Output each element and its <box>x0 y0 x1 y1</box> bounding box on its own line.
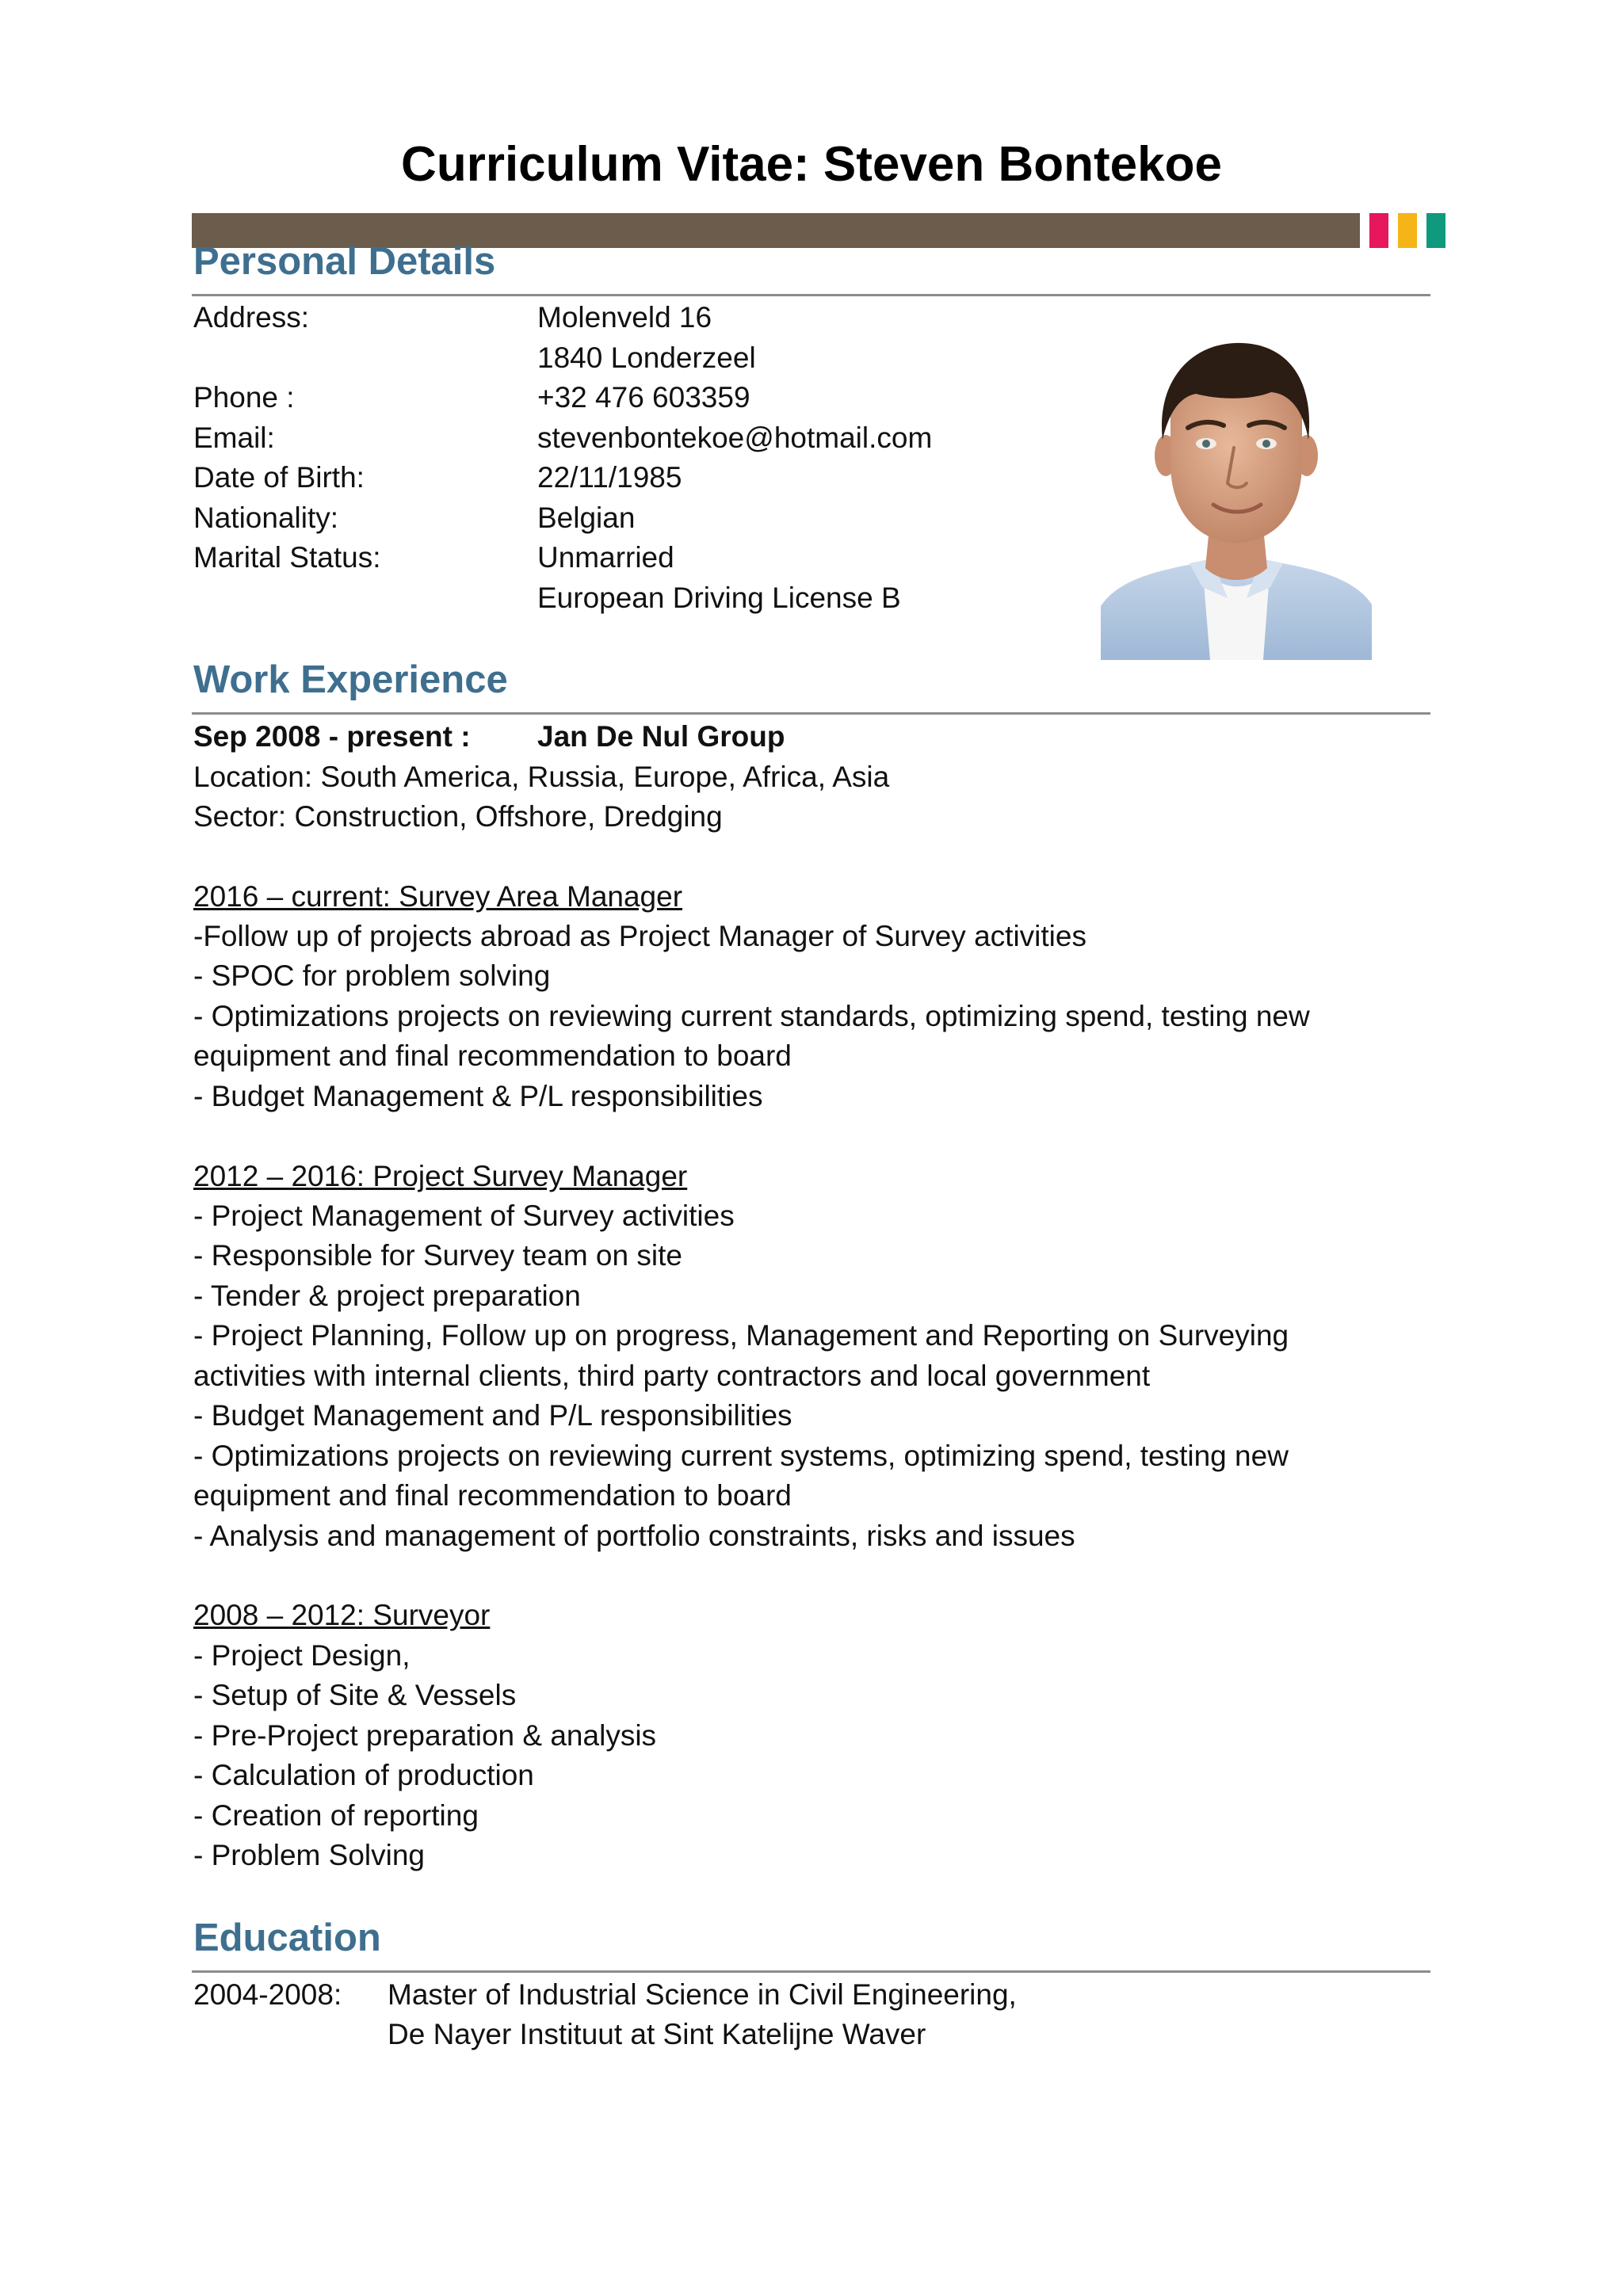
value-marital-status: Unmarried <box>537 541 674 574</box>
role-line: -Follow up of projects abroad as Project Manager of Survey activities <box>193 920 1086 952</box>
role-line: - Creation of reporting <box>193 1799 479 1832</box>
section-divider <box>192 1970 1430 1973</box>
label-marital-status: Marital Status: <box>193 541 381 574</box>
role-line: - Analysis and management of portfolio constraints, risks and issues <box>193 1520 1075 1552</box>
accent-square-yellow <box>1398 213 1417 248</box>
label-phone: Phone : <box>193 381 295 414</box>
work-experience-heading: Work Experience <box>193 658 508 701</box>
role-line: - Budget Management and P/L responsibilities <box>193 1399 792 1432</box>
education-institution: De Nayer Instituut at Sint Katelijne Waver <box>388 2018 926 2050</box>
label-date-of-birth: Date of Birth: <box>193 461 365 494</box>
role-line: equipment and final recommendation to board <box>193 1479 792 1512</box>
section-divider <box>192 294 1430 296</box>
education-heading: Education <box>193 1917 381 1959</box>
role-line: - Setup of Site & Vessels <box>193 1679 517 1711</box>
work-location: Location: South America, Russia, Europe, Africa, Asia <box>193 761 890 793</box>
label-nationality: Nationality: <box>193 502 339 534</box>
label-email: Email: <box>193 421 275 454</box>
role-line: - Tender & project preparation <box>193 1280 581 1312</box>
personal-details-heading: Personal Details <box>193 240 496 283</box>
role-title-survey-area-manager: 2016 – current: Survey Area Manager <box>193 880 683 913</box>
role-line: - Optimizations projects on reviewing current standards, optimizing spend, testing new <box>193 1000 1310 1032</box>
work-employer: Jan De Nul Group <box>537 720 785 753</box>
role-line: - SPOC for problem solving <box>193 959 551 992</box>
role-line: equipment and final recommendation to board <box>193 1039 792 1072</box>
value-address-street: Molenveld 16 <box>537 301 712 334</box>
role-line: activities with internal clients, third party contractors and local government <box>193 1360 1151 1392</box>
role-line: - Optimizations projects on reviewing current systems, optimizing spend, testing new <box>193 1440 1289 1472</box>
accent-square-pink <box>1369 213 1388 248</box>
section-divider <box>192 712 1430 715</box>
page-title: Curriculum Vitae: Steven Bontekoe <box>401 137 1222 192</box>
label-address: Address: <box>193 301 310 334</box>
value-phone: +32 476 603359 <box>537 381 750 414</box>
profile-photo <box>1101 321 1372 660</box>
role-line: - Project Management of Survey activities <box>193 1199 735 1232</box>
role-title-surveyor: 2008 – 2012: Surveyor <box>193 1599 491 1631</box>
education-period: 2004-2008: <box>193 1978 342 2011</box>
role-line: - Problem Solving <box>193 1839 426 1871</box>
education-degree: Master of Industrial Science in Civil Engineering, <box>388 1978 1017 2011</box>
role-line: - Pre-Project preparation & analysis <box>193 1719 657 1752</box>
role-line: - Project Design, <box>193 1639 411 1672</box>
value-email: stevenbontekoe@hotmail.com <box>537 421 933 454</box>
value-nationality: Belgian <box>537 502 636 534</box>
role-line: - Budget Management & P/L responsibilities <box>193 1080 763 1112</box>
value-date-of-birth: 22/11/1985 <box>537 461 682 494</box>
value-address-city: 1840 Londerzeel <box>537 341 756 374</box>
role-line: - Responsible for Survey team on site <box>193 1239 682 1272</box>
accent-square-green <box>1426 213 1445 248</box>
work-sector: Sector: Construction, Offshore, Dredging <box>193 800 723 833</box>
role-title-project-survey-manager: 2012 – 2016: Project Survey Manager <box>193 1160 688 1192</box>
role-line: - Calculation of production <box>193 1759 534 1791</box>
value-driving-license: European Driving License B <box>537 582 901 614</box>
work-period: Sep 2008 - present : <box>193 720 471 753</box>
role-line: - Project Planning, Follow up on progress, Management and Reporting on Surveying <box>193 1319 1289 1352</box>
